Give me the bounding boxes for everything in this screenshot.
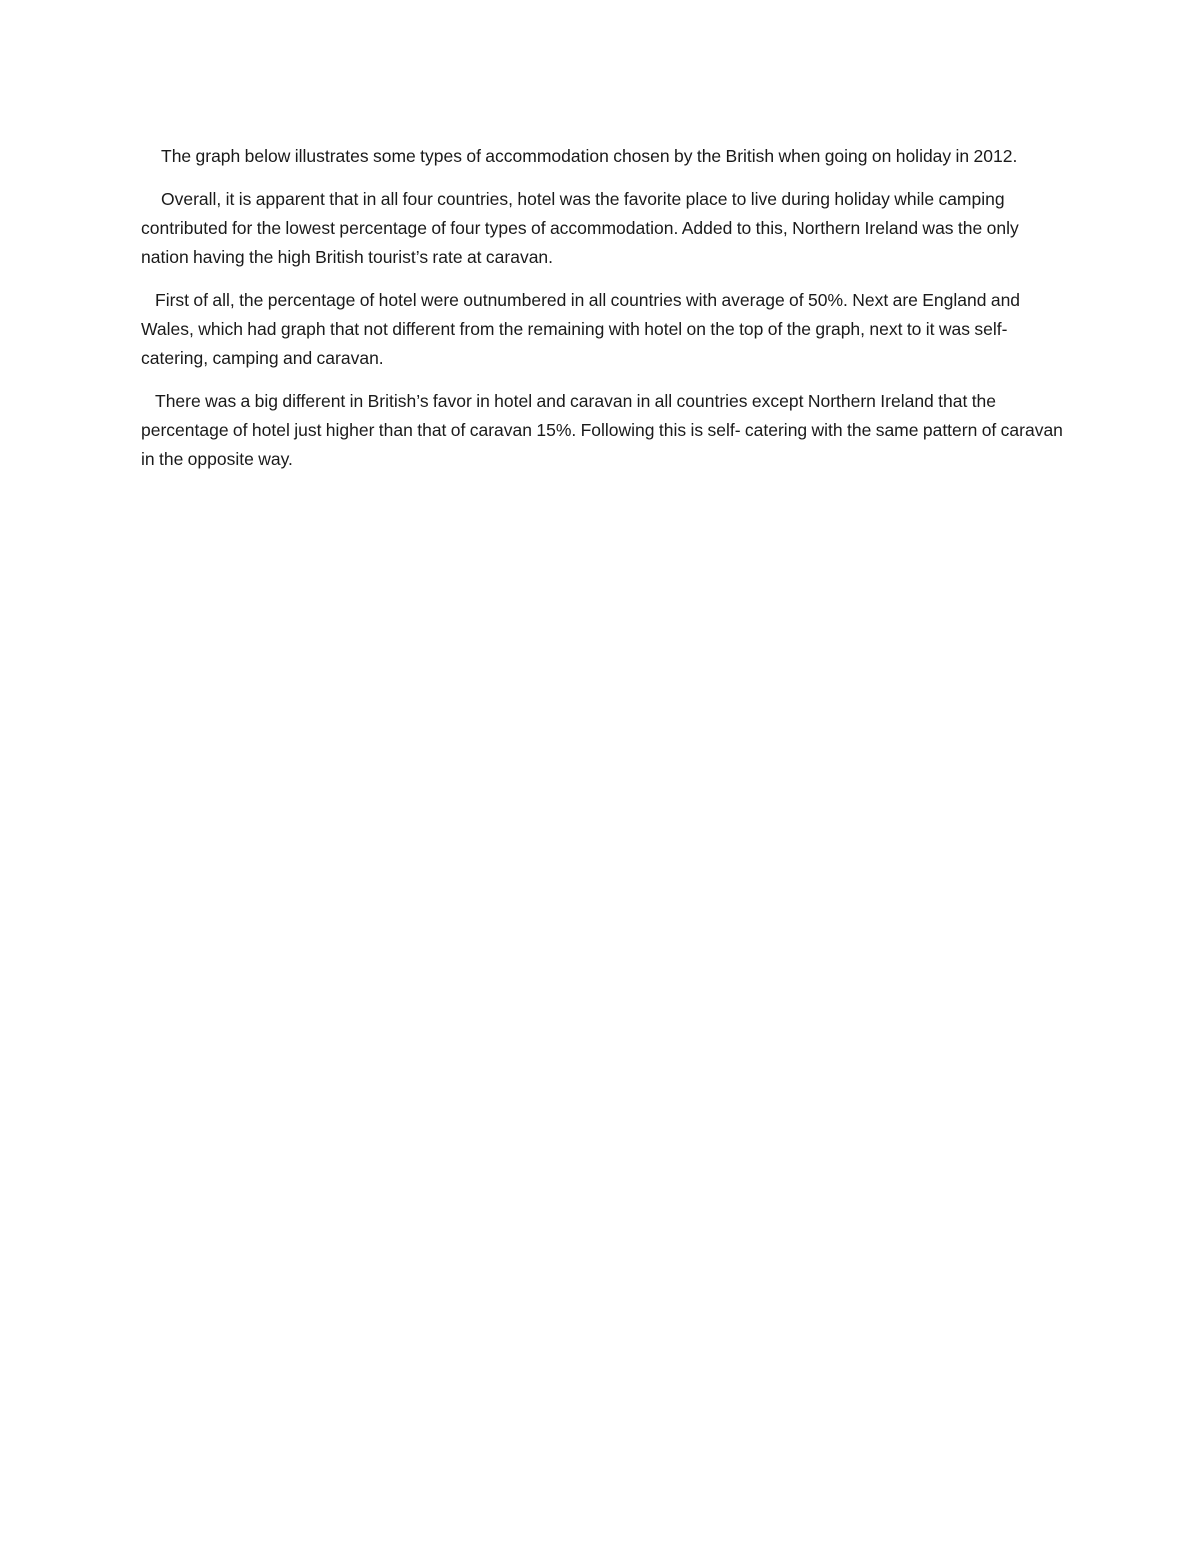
paragraph-introduction: The graph below illustrates some types of accommodation chosen by the British when going on holiday in 2012. — [161, 146, 1018, 166]
paragraph-body-2: There was a big different in British’s favor in hotel and caravan in all countries except Northern Ireland that the percentage of hotel just higher than that of caravan 15%. Following this is self- catering with the same pattern of caravan in the opposite way. — [141, 391, 1063, 469]
paragraph-overview: Overall, it is apparent that in all four countries, hotel was the favorite place to live during holiday while camping contributed for the lowest percentage of four types of accommodation. Added to this, Northern Ireland was the only nation having the high British tourist’s rate at caravan. — [141, 189, 1019, 267]
paragraph-body-1: First of all, the percentage of hotel were outnumbered in all countries with average of 50%. Next are England and Wales, which had graph that not different from the remaining with hotel on the top of the graph, next to it was self-catering, camping and caravan. — [141, 290, 1021, 368]
document-body — [141, 142, 1066, 488]
